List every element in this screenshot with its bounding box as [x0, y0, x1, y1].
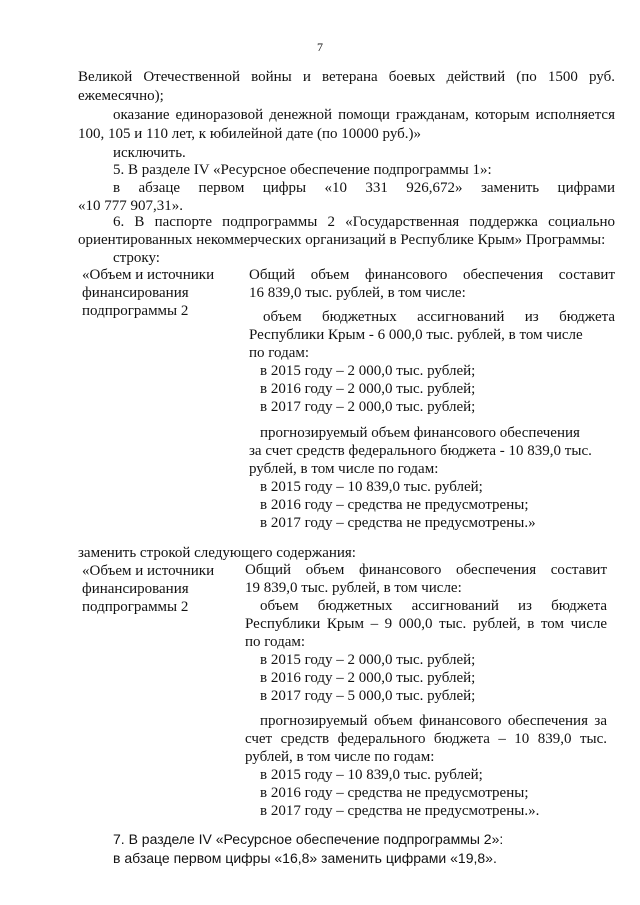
new-row-line: объем бюджетных ассигнований из бюджета: [260, 598, 607, 614]
old-row-line: Общий объем финансового обеспечения составит: [249, 267, 615, 283]
old-row-line: 16 839,0 тыс. рублей, в том числе:: [249, 285, 466, 301]
page-number: 7: [317, 40, 323, 54]
new-row-line: в 2016 году – 2 000,0 тыс. рублей;: [260, 670, 476, 686]
new-row-label-2: финансирования: [82, 581, 189, 597]
old-row-line: в 2017 году – 2 000,0 тыс. рублей;: [260, 399, 476, 415]
old-row-line: объем бюджетных ассигнований из бюджета: [263, 309, 615, 325]
new-row-line: Общий объем финансового обеспечения составит: [245, 562, 607, 578]
intro-line-1: Великой Отечественной войны и ветерана боевых действий (по 1500 руб.: [78, 69, 615, 85]
intro-line-2: ежемесячно);: [78, 88, 164, 104]
old-row-line: по годам:: [249, 345, 310, 361]
new-row-line: рублей, в том числе по годам:: [245, 749, 435, 765]
old-row-line: за счет средств федерального бюджета - 10 839,0 тыс.: [249, 443, 592, 459]
new-row-line: счет средств федерального бюджета – 10 839,0 тыс.: [245, 731, 607, 747]
intro-line-5: исключить.: [113, 145, 186, 161]
new-row-line: прогнозируемый объем финансового обеспечения за: [260, 713, 607, 729]
old-row-line: в 2017 году – средства не предусмотрены.»: [260, 515, 536, 531]
intro-line-4: 100, 105 и 110 лет, к юбилейной дате (по 10000 руб.)»: [78, 126, 422, 142]
intro-line-3: оказание единоразовой денежной помощи гражданам, которым исполняется: [113, 107, 615, 123]
new-row-label-3: подпрограммы 2: [82, 599, 189, 615]
item7-line-1: 7. В разделе IV «Ресурсное обеспечение подпрограммы 2»:: [113, 831, 504, 847]
item7-line-2: в абзаце первом цифры «16,8» заменить цифрами «19,8».: [113, 850, 497, 866]
new-row-line: 19 839,0 тыс. рублей, в том числе:: [245, 580, 462, 596]
new-row-line: по годам:: [245, 634, 306, 650]
new-row-line: в 2015 году – 2 000,0 тыс. рублей;: [260, 652, 476, 668]
new-row-label-1: «Объем и источники: [82, 563, 215, 579]
old-row-line: в 2016 году – средства не предусмотрены;: [260, 497, 529, 513]
new-row-line: в 2017 году – средства не предусмотрены.».: [260, 803, 540, 819]
old-row-label-1: «Объем и источники: [82, 267, 215, 283]
item6-line-1: 6. В паспорте подпрограммы 2 «Государственная поддержка социально: [113, 214, 615, 230]
new-row-line: в 2017 году – 5 000,0 тыс. рублей;: [260, 688, 476, 704]
item6-line-2: ориентированных некоммерческих организаций в Республике Крым» Программы:: [78, 232, 606, 248]
old-row-label-2: финансирования: [82, 285, 189, 301]
new-row-line: Республики Крым – 9 000,0 тыс. рублей, в том числе: [245, 616, 607, 632]
old-row-line: рублей, в том числе по годам:: [249, 461, 439, 477]
item5-line-3: «10 777 907,31».: [78, 198, 183, 214]
replace-text: заменить строкой следующего содержания:: [78, 545, 356, 561]
old-row-line: Республики Крым - 6 000,0 тыс. рублей, в том числе: [249, 327, 583, 343]
item5-line-2: в абзаце первом цифры «10 331 926,672» заменить цифрами: [113, 180, 615, 196]
old-row-line: в 2015 году – 10 839,0 тыс. рублей;: [260, 479, 483, 495]
item5-line-1: 5. В разделе IV «Ресурсное обеспечение подпрограммы 1»:: [113, 162, 492, 178]
new-row-line: в 2015 году – 10 839,0 тыс. рублей;: [260, 767, 483, 783]
old-row-line: прогнозируемый объем финансового обеспечения: [260, 425, 580, 441]
new-row-line: в 2016 году – средства не предусмотрены;: [260, 785, 529, 801]
old-row-line: в 2015 году – 2 000,0 тыс. рублей;: [260, 363, 476, 379]
old-row-label-3: подпрограммы 2: [82, 303, 189, 319]
old-row-line: в 2016 году – 2 000,0 тыс. рублей;: [260, 381, 476, 397]
item6-line-3: строку:: [113, 250, 160, 266]
